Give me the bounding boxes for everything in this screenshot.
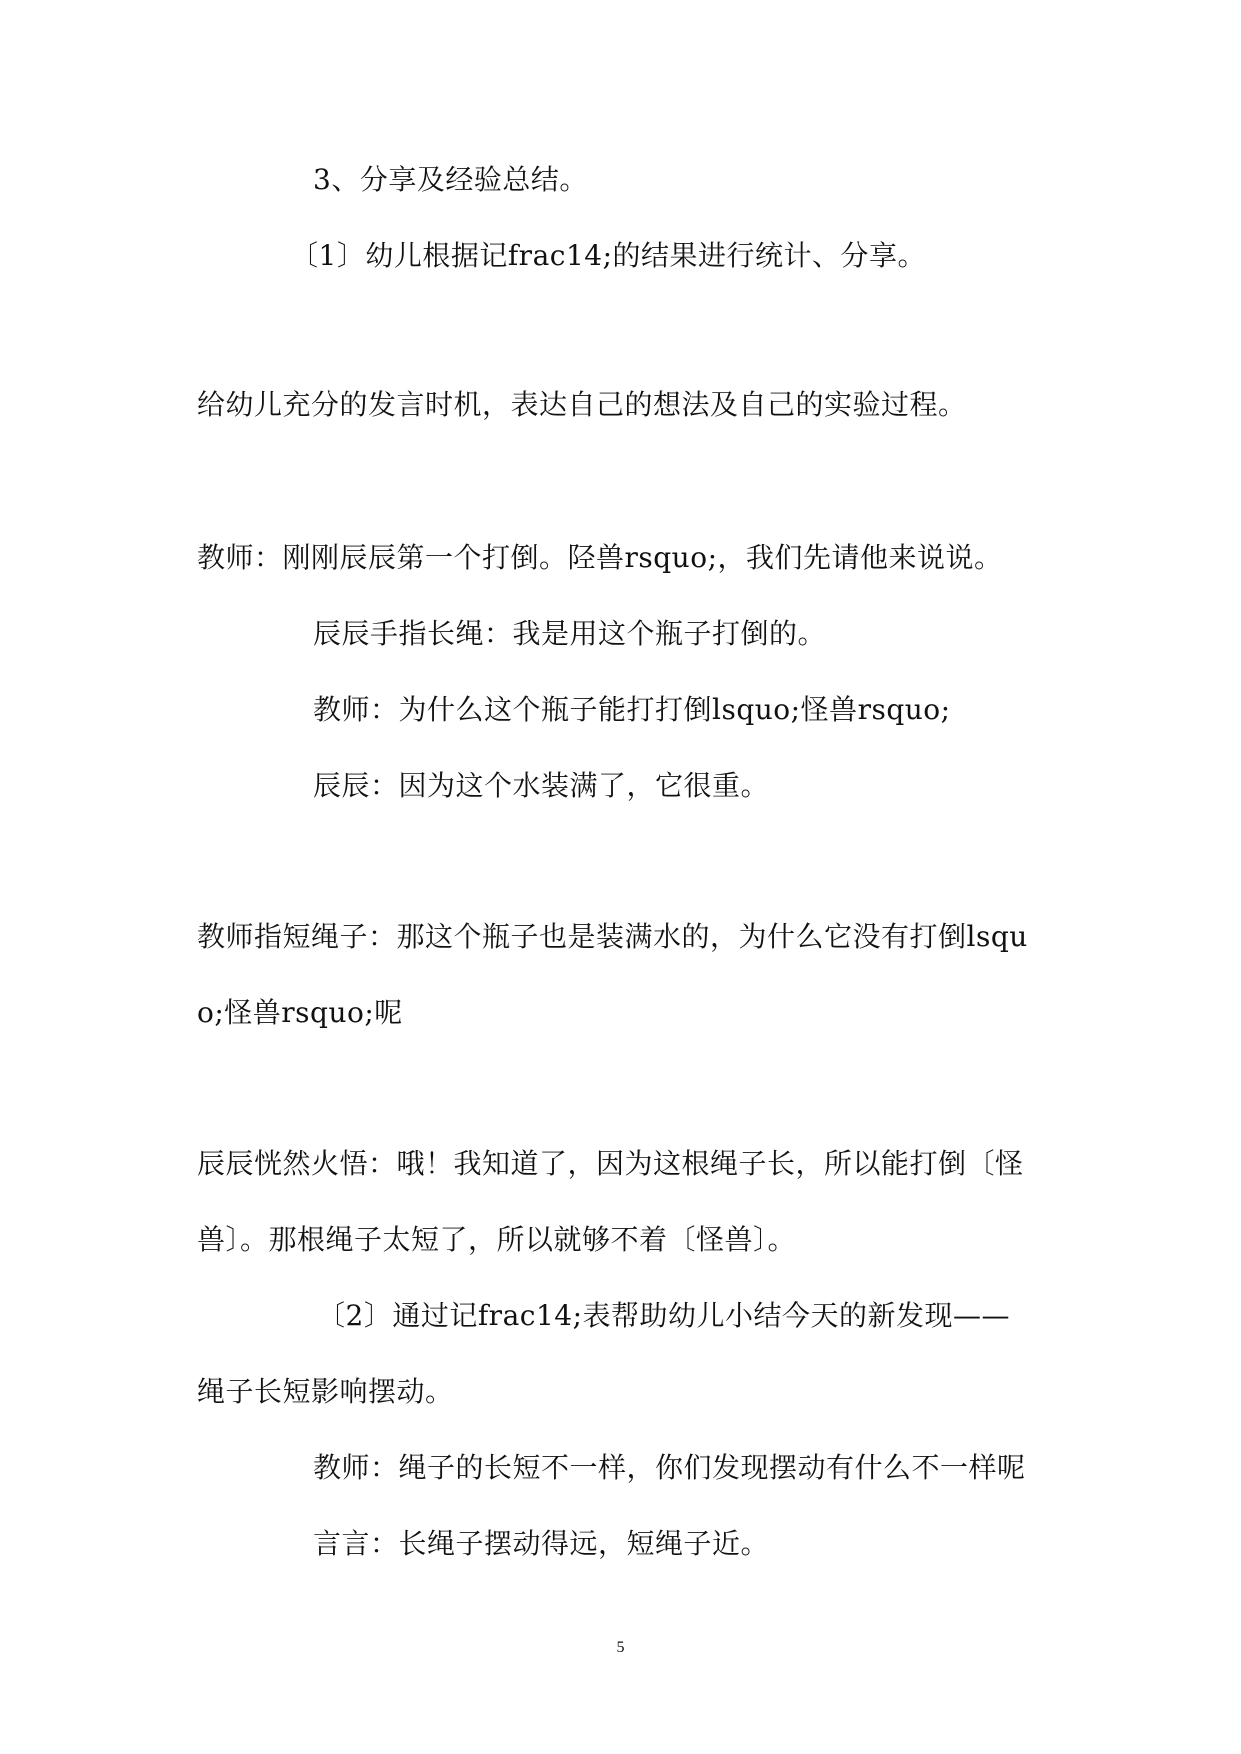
paragraph-line: 教师：绳子的长短不一样，你们发现摆动有什么不一样呢: [313, 1451, 1026, 1484]
paragraph-line: 教师：为什么这个瓶子能打打倒lsquo;怪兽rsquo;: [313, 693, 951, 726]
page-number: 5: [616, 1639, 625, 1656]
paragraph-line: o;怪兽rsquo;呢: [197, 996, 403, 1029]
paragraph-line: 绳子长短影响摆动。: [197, 1375, 454, 1408]
paragraph-line: 〔2〕通过记frac14;表帮助幼儿小结今天的新发现——: [317, 1299, 1011, 1332]
paragraph-line: 辰辰手指长绳：我是用这个瓶子打倒的。: [313, 617, 827, 650]
paragraph-line: 教师指短绳子：那这个瓶子也是装满水的，为什么它没有打倒lsqu: [197, 920, 1028, 953]
paragraph-line: 3、分享及经验总结。: [313, 163, 588, 196]
paragraph-line: 给幼儿充分的发言时机，表达自己的想法及自己的实验过程。: [197, 388, 967, 421]
paragraph-line: 辰辰：因为这个水装满了，它很重。: [313, 769, 770, 802]
paragraph-line: 兽〕。那根绳子太短了，所以就够不着〔怪兽〕。: [197, 1223, 797, 1256]
paragraph-line: 〔1〕幼儿根据记frac14;的结果进行统计、分享。: [290, 239, 927, 272]
paragraph-line: 教师：刚刚辰辰第一个打倒。陉兽rsquo;，我们先请他来说说。: [197, 541, 1003, 574]
paragraph-line: 言言：长绳子摆动得远，短绳子近。: [313, 1527, 770, 1560]
paragraph-line: 辰辰恍然火悟：哦！我知道了，因为这根绳子长，所以能打倒〔怪: [197, 1147, 1024, 1180]
